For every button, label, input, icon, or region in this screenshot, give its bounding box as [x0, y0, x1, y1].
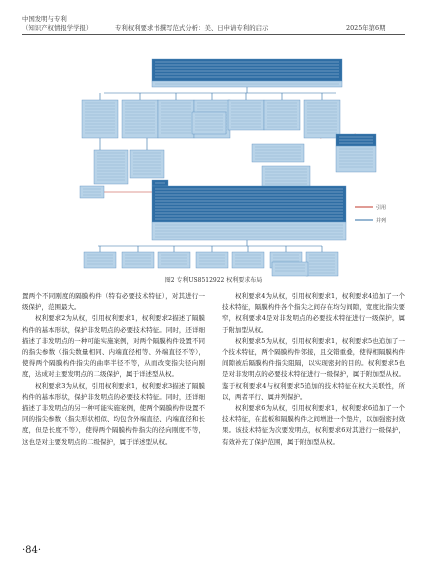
right-paragraph-1: 权利要求4为从权，引用权利要求1，权利要求4追加了一个技术特征，隔膜构件各个指尖之间存在均匀间隙，宽度比指尖要窄，权利要求4是对非发明点的必要技术特征进行一级保护，属于附加型从权。 [222, 292, 405, 334]
left-paragraph-1: 置两个不同刚度的隔膜构件（特有必要技术特征），对其进行一级保护，范围最大。 [22, 292, 205, 312]
right-column [222, 291, 405, 448]
journal-title: 中国发明与专利 [22, 15, 67, 23]
legend-label-1: 引用 [376, 205, 387, 211]
sub-feature-box-3 [192, 112, 226, 134]
page-number: ·84· [22, 545, 42, 556]
right-paragraph-2: 权利要求5为从权，引用权利要求1，权利要求5也追加了一个技术特征，两个隔膜构件邻接，且交错重叠，使得相隔膜构件间隙被后隔膜构件指尖阻隔，以实现密封的目的。权利要求5也是对非发明点的必要技术特征进行一级保护，属于附加型从权。鉴于权利要求4与权利要求5追加的技术特征在权大关联性，所以，两者平行、属并列保护。 [222, 336, 405, 401]
feature-box-2 [122, 100, 158, 138]
journal-subtitle: （知识产权情报学学报） [22, 24, 93, 32]
right-paragraph-3: 权利要求6为从权，引用权利要求1，权利要求6追加了一个技术特征，在蓝板和隔膜构件之间增进一个垫片，以加强密封效果。该技术特征为次要发明点，权利要求6对其进行一级保护，有效补充了保护范围，属于附加型从权。 [222, 404, 405, 446]
lower-sub-box [272, 262, 308, 276]
legend-label-2: 并列 [376, 218, 387, 224]
lower-feature-box-5 [232, 252, 264, 268]
feature-box-1 [82, 100, 118, 138]
left-column [22, 291, 205, 448]
sub-feature-box-5 [262, 166, 310, 188]
claim-1-header-box [152, 59, 342, 81]
figure-caption: 图2 专利US8512922 权利要求布局 [164, 277, 263, 284]
article-title: 专利权利要求书撰写范式分析：美、日申请专利的启示 [115, 24, 269, 32]
lower-feature-box-2 [122, 252, 154, 268]
left-paragraph-2: 权利要求2为从权，引用权利要求1，权利要求2描述了隔膜构件的基本形状，保护非发明点的必要技术特征。同时，还详细描述了非发明点的一种可能实施案例，对两个隔膜构件设置不同的指尖参数（指尖数量相同、内端直径相等、外端直径不等），使得两个隔膜构件指尖的曲率半径不等，从而改变指尖径向刚度，达成对主要发明点的二级保护，属于详述型从权。 [22, 314, 205, 379]
claim-11-body-box [336, 146, 376, 172]
feature-box-7 [304, 100, 340, 138]
feature-box-3 [158, 100, 194, 138]
sub-feature-box-1 [94, 150, 128, 184]
issue-label: 2025年第6期 [346, 24, 386, 32]
left-paragraph-3: 权利要求3为从权，引用权利要求1，权利要求3描述了隔膜构件的基本形状，保护非发明点的必要技术特征。同时，还详细描述了非发明点的另一种可能实施案例，使两个隔膜构件设置不同的指尖参数（指尖形状相似、均包含外端直径、内端直径和长度，但是长度不等），使得两个隔膜构件指尖的径向刚度不等，这也是对主要发明点的二级保护，属于详述型从权。 [22, 381, 205, 446]
sub-feature-box-2 [130, 150, 164, 178]
lower-feature-box-3 [158, 252, 190, 268]
lower-feature-box-4 [196, 252, 228, 268]
lower-feature-box-1 [84, 252, 116, 268]
